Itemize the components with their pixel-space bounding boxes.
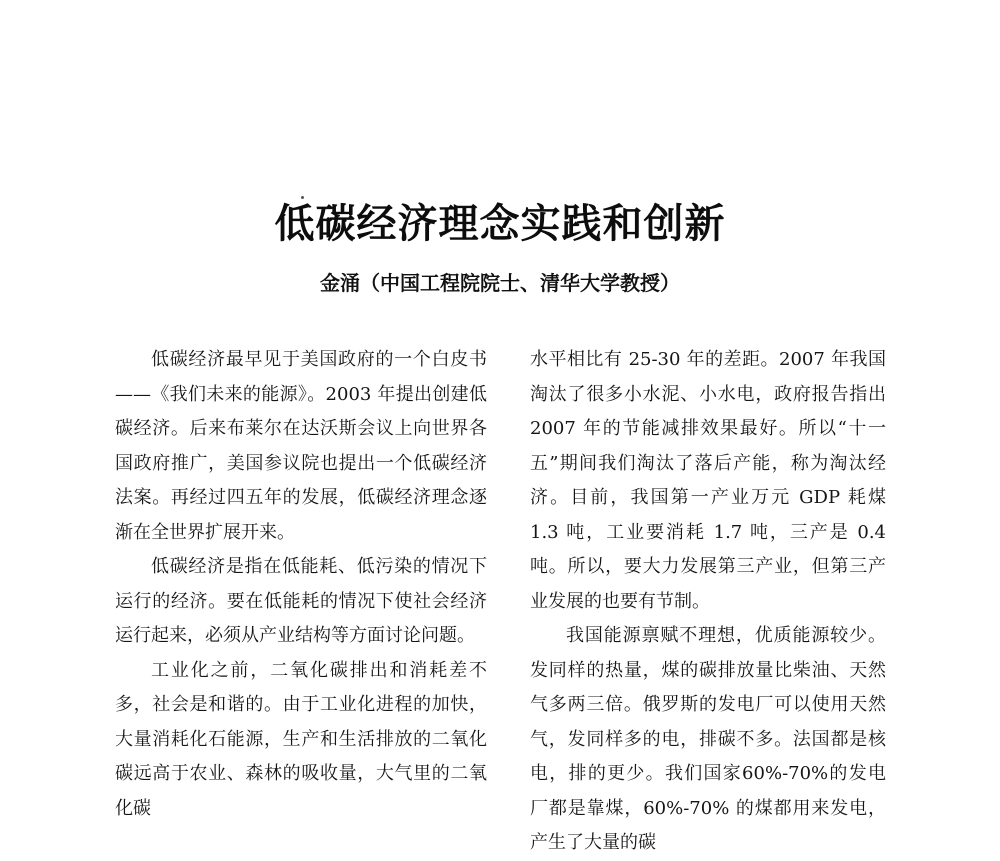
article-author: 金涌（中国工程院院士、清华大学教授） [320, 271, 680, 295]
paragraph: 水平相比有 25-30 年的差距。2007 年我国淘汰了很多小水泥、小水电，政府报告指出 2007 年的节能减排效果最好。所以“十一五”期间我们淘汰了落后产能，称为淘汰经济。目前，我国第一产业万元 GDP 耗煤 1.3 吨，工业要消耗 1.7 吨，三产是 0.4 吨。所以，要大力发展第三产业，但第三产业发展的也要有节制。 [530, 349, 886, 612]
paragraph: 工业化之前，二氧化碳排出和消耗差不多，社会是和谐的。由于工业化进程的加快，大量消耗化石能源，生产和生活排放的二氧化碳远高于农业、森林的吸收量，大气里的二氧化碳 [115, 659, 487, 819]
article-title: 低碳经济理念实践和创新 [274, 201, 726, 247]
left-column [115, 343, 487, 826]
paragraph: 低碳经济是指在低能耗、低污染的情况下运行的经济。要在低能耗的情况下使社会经济运行起来，必须从产业结构等方面讨论问题。 [115, 556, 487, 646]
paragraph: 低碳经济最早见于美国政府的一个白皮书——《我们未来的能源》。2003 年提出创建低碳经济。后来布莱尔在达沃斯会议上向世界各国政府推广，美国参议院也提出一个低碳经济法案。再经过四五年的发展，低碳经济理念逐渐在全世界扩展开来。 [115, 349, 487, 543]
paragraph: 我国能源禀赋不理想，优质能源较少。发同样的热量，煤的碳排放量比柴油、天然气多两三倍。俄罗斯的发电厂可以使用天然气，发同样多的电，排碳不多。法国都是核电，排的更少。我们国家60%-70%的发电厂都是靠煤，60%-70% 的煤都用来发电，产生了大量的碳 [530, 625, 886, 853]
right-column [530, 343, 886, 861]
